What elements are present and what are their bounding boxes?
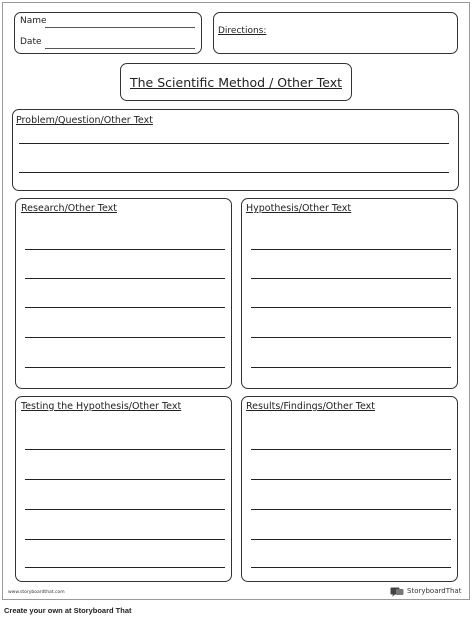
hypothesis-line[interactable] [251,307,451,308]
date-line[interactable] [45,48,195,49]
hypothesis-line[interactable] [251,278,451,279]
testing-line[interactable] [25,539,225,540]
name-line[interactable] [45,27,195,28]
brand-text: StoryboardThat [407,587,462,595]
testing-line[interactable] [25,479,225,480]
results-box [241,396,458,582]
research-line[interactable] [25,278,225,279]
research-line[interactable] [25,307,225,308]
date-label: Date [20,37,42,47]
results-line[interactable] [251,479,451,480]
footer-url: www.storyboardthat.com [8,590,65,595]
hypothesis-line[interactable] [251,337,451,338]
testing-line[interactable] [25,449,225,450]
problem-label: Problem/Question/Other Text [16,115,153,126]
name-date-box [14,12,202,54]
hypothesis-label: Hypothesis/Other Text [246,203,352,214]
testing-line[interactable] [25,567,225,568]
results-label: Results/Findings/Other Text [246,401,376,412]
directions-label: Directions: [218,26,267,36]
research-label: Research/Other Text [21,203,117,214]
storyboard-logo-icon [390,582,404,601]
results-line[interactable] [251,449,451,450]
hypothesis-line[interactable] [251,367,451,368]
credit-text[interactable]: Create your own at Storyboard That [4,606,132,615]
problem-box [12,109,459,191]
title-box [120,63,352,101]
testing-box [15,396,232,582]
problem-line[interactable] [19,143,449,144]
results-line[interactable] [251,509,451,510]
research-line[interactable] [25,367,225,368]
results-line[interactable] [251,539,451,540]
hypothesis-line[interactable] [251,249,451,250]
page-title: The Scientific Method / Other Text [130,74,342,90]
storyboardthat-logo [390,585,461,597]
directions-box[interactable] [213,12,458,54]
testing-label: Testing the Hypothesis/Other Text [21,401,182,412]
research-line[interactable] [25,249,225,250]
testing-line[interactable] [25,509,225,510]
research-line[interactable] [25,337,225,338]
research-box [15,198,232,389]
hypothesis-box [241,198,458,389]
problem-line[interactable] [19,172,449,173]
name-label: Name [20,16,47,26]
results-line[interactable] [251,567,451,568]
